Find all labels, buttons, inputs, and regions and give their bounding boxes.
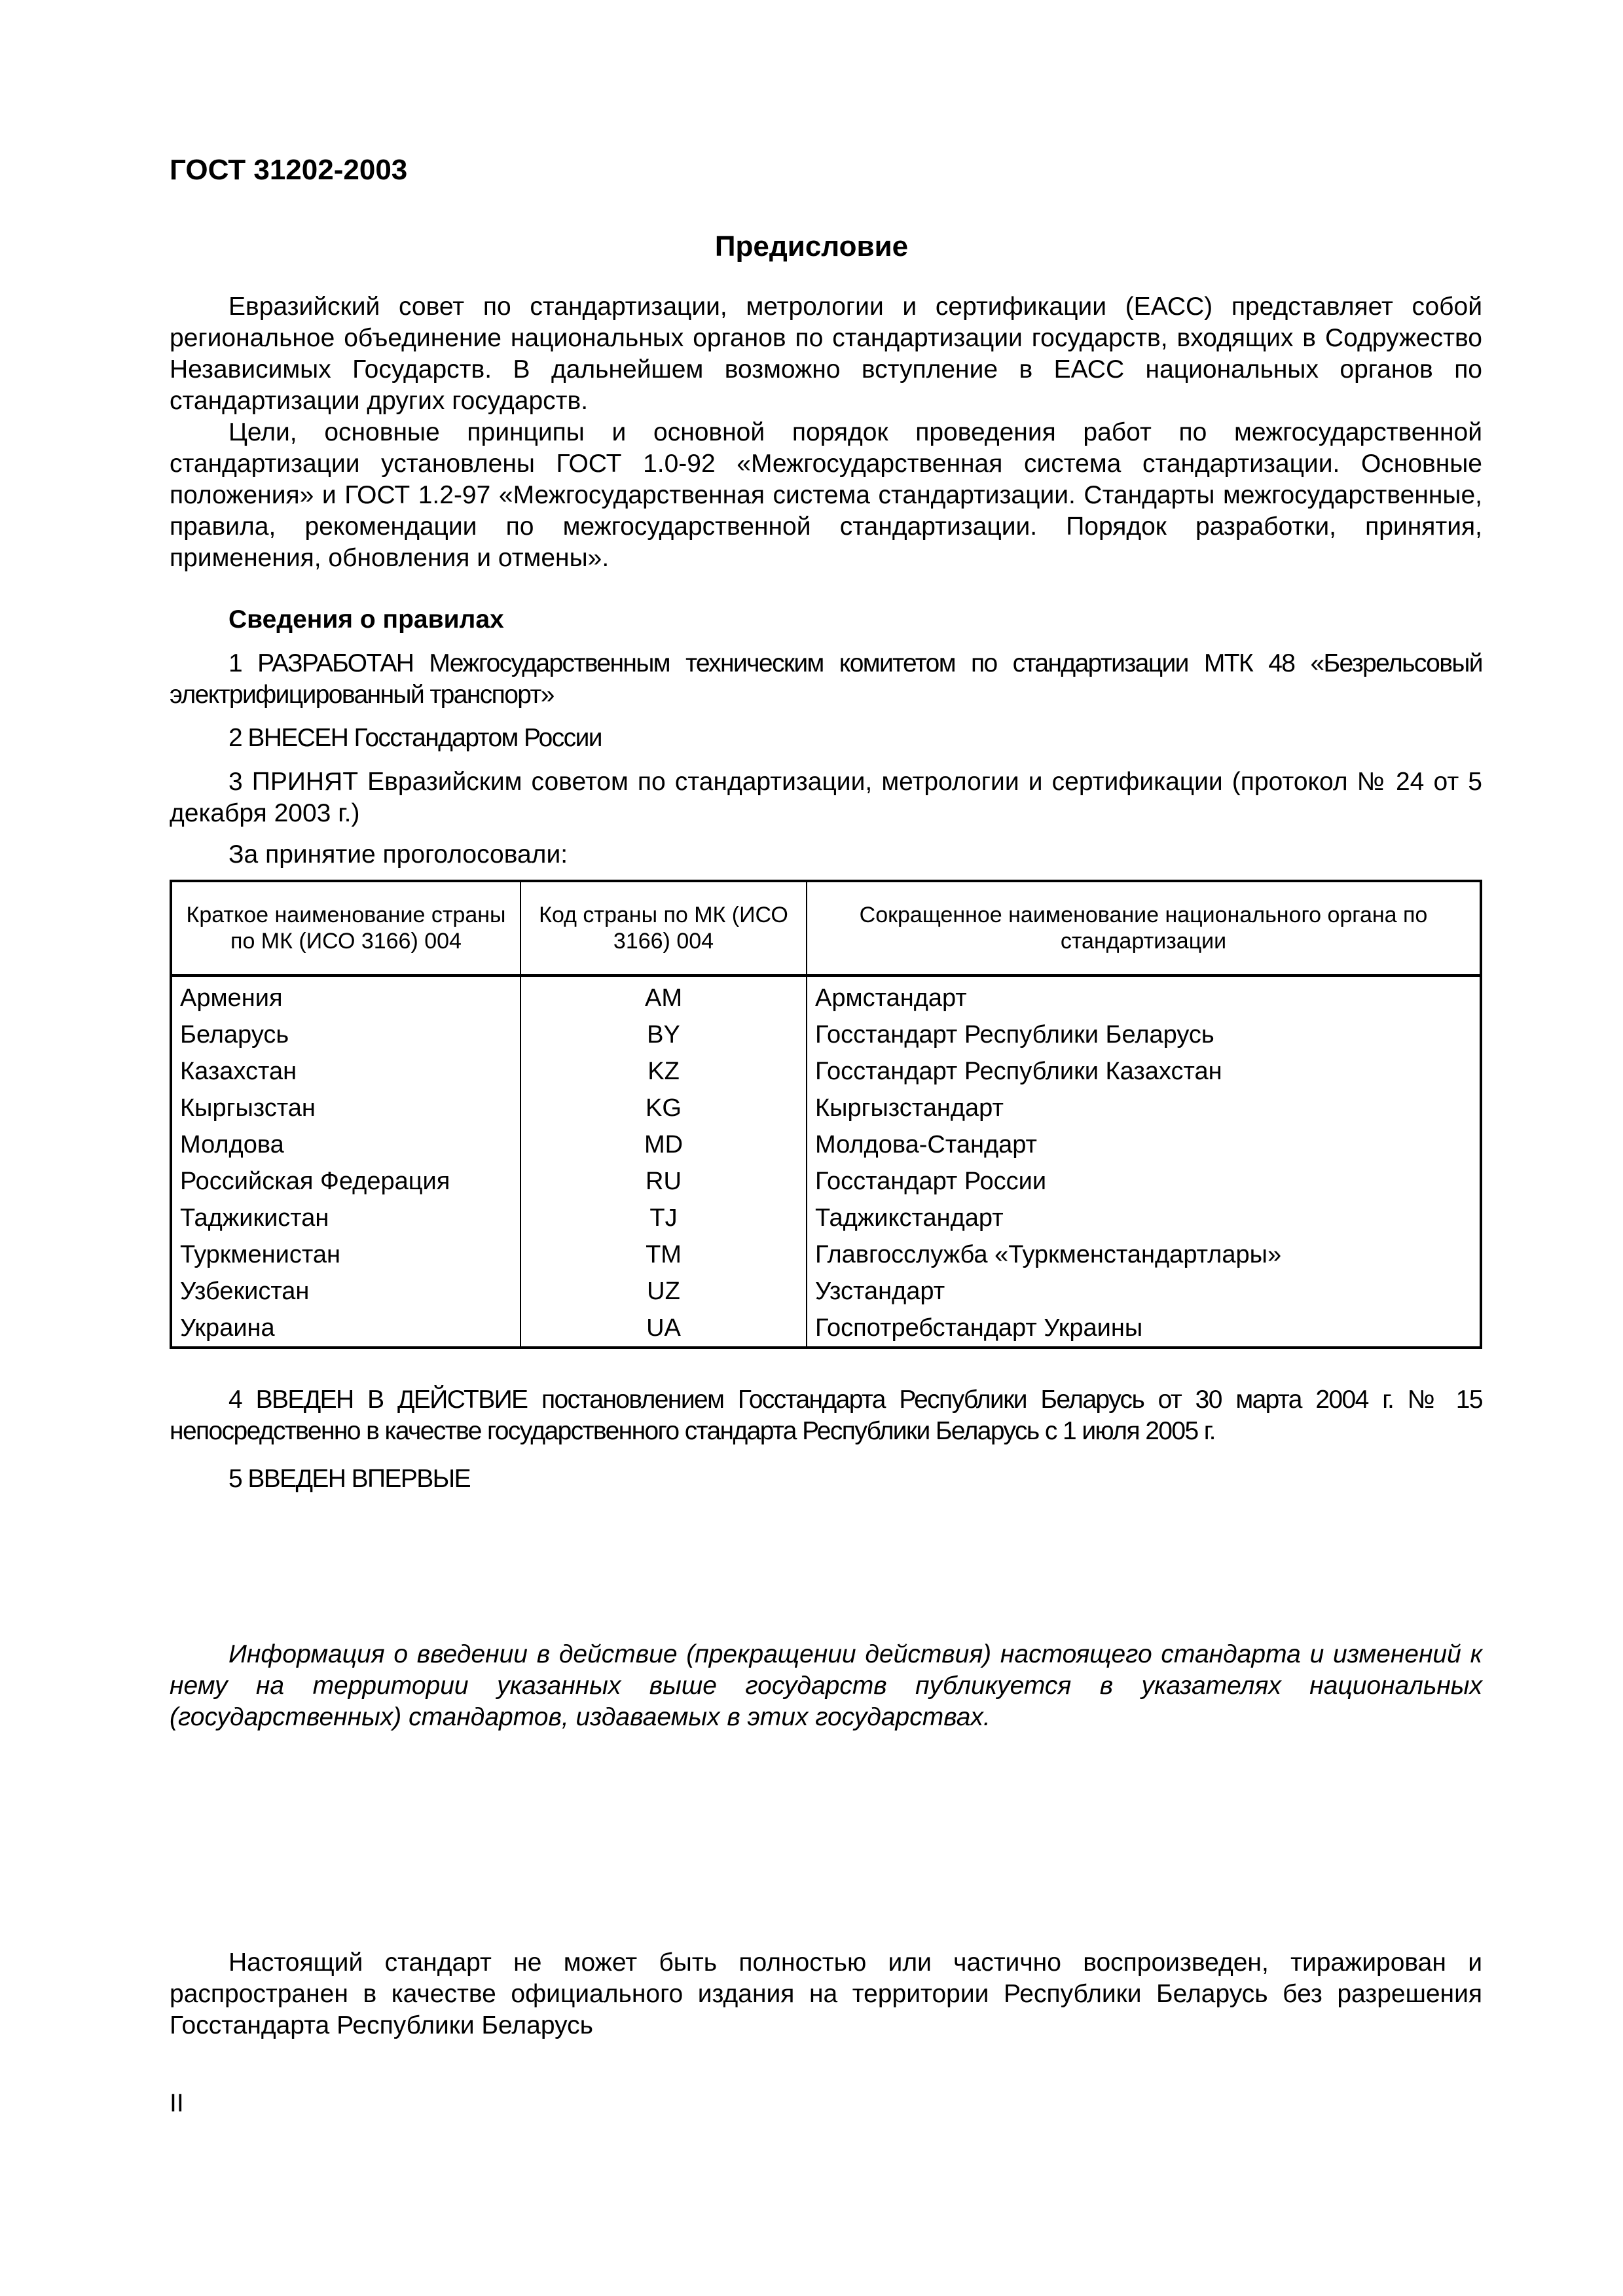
country-name-cell: Казахстан: [171, 1053, 520, 1090]
country-name-cell: Украина: [171, 1310, 520, 1348]
country-name-cell: Российская Федерация: [171, 1163, 520, 1200]
standards-body-cell: Таджикстандарт: [807, 1200, 1481, 1236]
table-header-row: [171, 881, 1481, 976]
document-id: ГОСТ 31202-2003: [170, 154, 408, 186]
country-code-cell: UZ: [520, 1273, 807, 1310]
standards-body-cell: Молдова-Стандарт: [807, 1126, 1481, 1163]
standards-body-cell: Армстандарт: [807, 976, 1481, 1017]
section-title: Предисловие: [714, 230, 909, 262]
standards-body-cell: Госстандарт Республики Беларусь: [807, 1016, 1481, 1053]
copyright-notice: Настоящий стандарт не может быть полностью или частично воспроизведен, тиражирован и распространен в качестве официального издания на территории Республики Беларусь без разрешения Госстандарта Республики Беларусь: [170, 1948, 1482, 2039]
table-row: [171, 1053, 1481, 1090]
country-name-cell: Кыргызстан: [171, 1090, 520, 1126]
rules-item-2: 2 ВНЕСЕН Госстандартом России: [228, 724, 602, 752]
country-code-cell: MD: [520, 1126, 807, 1163]
preface-paragraph-1: Евразийский совет по стандартизации, метрологии и сертификации (ЕАСС) представляет собой региональное объединение национальных органов по стандартизации государств, входящих в Содружество Независимых Государств. В дальнейшем возможно вступление в ЕАСС национальных органов по стандартизации других государств.: [170, 293, 1482, 415]
rules-item-5: 5 ВВЕДЕН ВПЕРВЫЕ: [228, 1465, 471, 1493]
table-row: [171, 1273, 1481, 1310]
country-code-cell: TM: [520, 1236, 807, 1273]
rules-heading: Сведения о правилах: [228, 605, 504, 634]
country-name-cell: Армения: [171, 976, 520, 1017]
country-name-cell: Туркменистан: [171, 1236, 520, 1273]
table-row: [171, 1236, 1481, 1273]
country-code-cell: KZ: [520, 1053, 807, 1090]
info-note: Информация о введении в действие (прекращении действия) настоящего стандарта и изменений к нему на территории указанных выше государств публикуется в указателях национальных (государственных) стандартов, издаваемых в этих государствах.: [170, 1640, 1482, 1731]
table-row: [171, 1310, 1481, 1348]
standards-body-cell: Узстандарт: [807, 1273, 1481, 1310]
header-standards-body: Сокращенное наименование национального органа по стандартизации: [807, 881, 1481, 976]
standards-body-cell: Главгосслужба «Туркменстандартлары»: [807, 1236, 1481, 1273]
country-code-cell: BY: [520, 1016, 807, 1053]
preface-paragraph-2: Цели, основные принципы и основной порядок проведения работ по межгосударственной стандартизации установлены ГОСТ 1.0-92 «Межгосударственная система стандартизации. Основные положения» и ГОСТ 1.2-97 «Межгосударственная система стандартизации. Стандарты межгосударственные, правила, рекомендации по межгосударственной стандартизации. Порядок разработки, принятия, применения, обновления и отмены».: [170, 418, 1482, 572]
standards-body-cell: Кыргызстандарт: [807, 1090, 1481, 1126]
country-name-cell: Узбекистан: [171, 1273, 520, 1310]
rules-item-3: 3 ПРИНЯТ Евразийским советом по стандартизации, метрологии и сертификации (протокол № 24 от 5 декабря 2003 г.): [170, 768, 1482, 827]
country-code-cell: RU: [520, 1163, 807, 1200]
country-name-cell: Молдова: [171, 1126, 520, 1163]
header-country-code: Код страны по МК (ИСО 3166) 004: [520, 881, 807, 976]
country-code-cell: UA: [520, 1310, 807, 1348]
countries-table: [170, 880, 1482, 1349]
table-row: [171, 1090, 1481, 1126]
country-code-cell: AM: [520, 976, 807, 1017]
header-country-name: Краткое наименование страны по МК (ИСО 3166) 004: [171, 881, 520, 976]
rules-item-4: 4 ВВЕДЕН В ДЕЙСТВИЕ постановлением Госстандарта Республики Беларусь от 30 марта 2004 г. № 15 непосредственно в качестве государственного стандарта Республики Беларусь с 1 июля 2005 г.: [170, 1386, 1482, 1445]
country-name-cell: Таджикистан: [171, 1200, 520, 1236]
voted-label: За принятие проголосовали:: [228, 840, 568, 869]
standards-body-cell: Госстандарт Республики Казахстан: [807, 1053, 1481, 1090]
country-code-cell: KG: [520, 1090, 807, 1126]
table-row: [171, 1016, 1481, 1053]
country-name-cell: Беларусь: [171, 1016, 520, 1053]
table-row: [171, 1126, 1481, 1163]
table-row: [171, 1200, 1481, 1236]
country-code-cell: TJ: [520, 1200, 807, 1236]
rules-item-1: 1 РАЗРАБОТАН Межгосударственным техническим комитетом по стандартизации МТК 48 «Безрельсовый электрифицированный транспорт»: [170, 649, 1482, 709]
standards-body-cell: Госпотребстандарт Украины: [807, 1310, 1481, 1348]
table-row: [171, 1163, 1481, 1200]
table-row: [171, 976, 1481, 1017]
standards-body-cell: Госстандарт России: [807, 1163, 1481, 1200]
page-number: II: [170, 2089, 184, 2117]
